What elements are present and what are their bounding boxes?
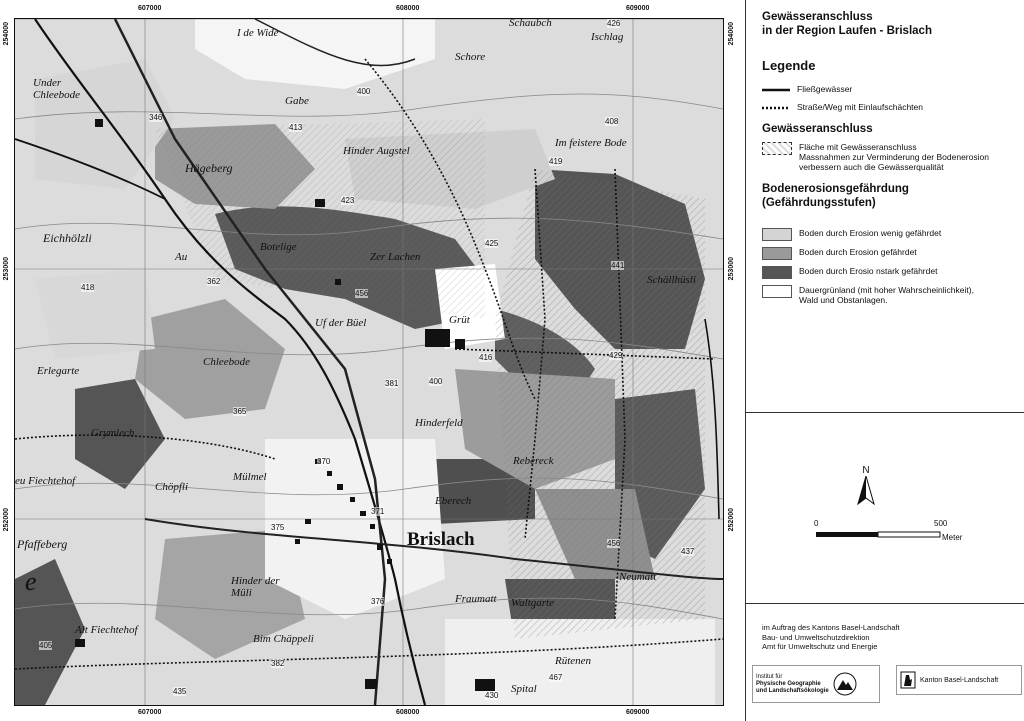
legend-item-erosion-low [762, 228, 941, 241]
elev-13: 416 [479, 353, 493, 362]
elev-24: 405 [39, 641, 53, 650]
north-arrow-icon [856, 476, 876, 506]
coord-bottom-1: 607000 [138, 709, 162, 716]
canton-label: Kanton Basel-Landschaft [920, 676, 999, 684]
place-fraumatt: Fraumatt [455, 593, 497, 605]
place-eichhoelzli: Eichhölzli [43, 231, 92, 245]
place-gabe: Gabe [285, 95, 309, 107]
coord-top-3: 609000 [626, 5, 650, 12]
divider-1 [746, 412, 1024, 413]
place-erlegarte: Erlegarte [37, 365, 80, 377]
place-rebereck: Rebereck [513, 455, 554, 467]
footer-line1: im Auftrag des Kantons Basel-Landschaft [762, 623, 900, 632]
canton-crest-icon [900, 671, 916, 689]
elev-6: 419 [549, 157, 563, 166]
canton-logo [896, 665, 1022, 695]
logo1-line2: Physische Geographie [756, 680, 821, 687]
legend-item-road [762, 102, 923, 112]
elev-2: 400 [357, 87, 371, 96]
elev-4: 346 [149, 113, 163, 122]
elev-8: 425 [485, 239, 499, 248]
coord-bottom-2: 608000 [396, 709, 420, 716]
place-choepfli: Chöpfli [155, 481, 189, 493]
water-connection-label-3: verbessern auch die Gewässerqualität [799, 162, 944, 172]
elev-28: 430 [485, 691, 499, 700]
elev-5: 408 [605, 117, 619, 126]
legend-heading: Legende [762, 58, 816, 73]
gewaesser-heading: Gewässeranschluss [762, 123, 873, 135]
place-ischlag: Ischlag [591, 31, 624, 43]
mountain-logo-icon [833, 672, 857, 696]
coord-top-1: 607000 [138, 5, 162, 12]
coord-left-2: 253000 [3, 257, 10, 281]
erosion-strong-label: Boden durch Erosio nstark gefährdet [799, 266, 938, 276]
place-e: e [25, 567, 37, 596]
erosion-low-zone-3 [35, 269, 155, 359]
place-schaubch: Schaubch [509, 18, 552, 29]
logo1-line1: Institut für [756, 673, 783, 680]
legend-item-grassland [762, 285, 974, 305]
map-canvas[interactable] [14, 18, 724, 706]
divider-2 [746, 603, 1024, 604]
elev-11: 418 [81, 283, 95, 292]
place-zer-lachen: Zer Lachen [370, 251, 421, 263]
erosion-medium-swatch [762, 247, 792, 260]
coord-right-2: 253000 [728, 257, 735, 281]
place-eberech: Eberech [435, 495, 472, 507]
legend-item-erosion-strong [762, 266, 937, 279]
footer-line3: Amt für Umweltschutz und Energie [762, 642, 878, 651]
scale-unit: Meter [942, 533, 963, 542]
elev-19: 371 [371, 507, 385, 516]
elev-26: 435 [173, 687, 187, 696]
scale-bar-graphic [816, 530, 946, 540]
elev-3: 413 [289, 123, 303, 132]
place-pfaffeberg: Pfaffeberg [17, 537, 68, 551]
elev-16: 400 [429, 377, 443, 386]
grassland-label-1: Dauergrünland (mit hoher Wahrscheinlichkeit), [799, 285, 974, 295]
place-schore: Schore [455, 51, 486, 63]
place-brislach: Brislach [407, 529, 475, 550]
map-title-line1: Gewässeranschluss [762, 11, 873, 23]
place-chleebode: Chleebode [203, 356, 251, 368]
place-grymlech: Grymlech [91, 427, 135, 439]
erosion-heading [762, 182, 909, 210]
coord-left-3: 252000 [3, 508, 10, 532]
elev-15: 381 [385, 379, 399, 388]
place-waltgarte: Waltgarte [511, 597, 554, 609]
grassland-label-2: Wald und Obstanlagen. [799, 295, 888, 305]
place-spital: Spital [511, 683, 537, 695]
elev-27: 467 [549, 673, 563, 682]
place-neumatt: Neumatt [619, 571, 657, 583]
erosion-low-swatch [762, 228, 792, 241]
place-uf-der-bueel: Uf der Büel [315, 317, 367, 329]
elev-17: 365 [233, 407, 247, 416]
elev-23: 376 [371, 597, 385, 606]
legend-item-river [762, 84, 852, 94]
coord-right-1: 254000 [728, 22, 735, 46]
elev-18: 370 [317, 457, 331, 466]
legend-item-erosion-medium [762, 247, 917, 260]
map-title-line2: in der Region Laufen - Brislach [762, 25, 932, 37]
map-title [762, 10, 932, 38]
legend-river-label: Fließgewässer [797, 84, 853, 94]
legend-panel [745, 0, 1024, 721]
coord-bottom-3: 609000 [626, 709, 650, 716]
place-muelmel: Mülmel [233, 471, 267, 483]
elev-20: 375 [271, 523, 285, 532]
place-au: Au [175, 251, 188, 263]
erosion-low-label: Boden durch Erosion wenig gefährdet [799, 228, 942, 238]
river-line-icon [762, 88, 790, 92]
erosion-heading-line2: (Gefährdungsstufen) [762, 197, 876, 209]
logo1-line3: und Landschaftsökologie [756, 687, 829, 694]
place-botelige: Botelige [260, 241, 297, 253]
elev-22: 437 [681, 547, 695, 556]
elev-10: 362 [207, 277, 221, 286]
north-label: N [862, 465, 870, 476]
footer-line2: Bau- und Umweltschutzdirektion [762, 632, 870, 642]
water-connection-label-1: Fläche mit Gewässeranschluss [799, 142, 917, 152]
coord-left-1: 254000 [3, 22, 10, 46]
elev-12: 456 [355, 289, 369, 298]
coord-top-2: 608000 [396, 5, 420, 12]
place-i-de-wide: I de Wide [237, 27, 279, 39]
place-im-feistere-bode: Im feistere Bode [555, 137, 627, 149]
place-bim-chaeppeli: Bim Chäppeli [253, 633, 314, 645]
coord-right-3: 252000 [728, 508, 735, 532]
grassland-swatch [762, 285, 792, 298]
place-hinderfeld: Hinderfeld [415, 417, 463, 429]
elev-14: 429 [609, 351, 623, 360]
place-haegeberg: Hägeberg [185, 161, 233, 175]
place-gruet: Grüt [449, 314, 470, 326]
elev-1: 426 [607, 19, 621, 28]
place-alt-fiechtehof: Alt Fiechtehof [75, 624, 138, 636]
footer-text [762, 623, 900, 652]
place-ruetenen: Rütenen [555, 655, 592, 667]
erosion-strong-swatch [762, 266, 792, 279]
place-hinder-augstel: Hinder Augstel [343, 145, 410, 157]
elev-21: 456 [607, 539, 621, 548]
place-schaellhuesli: Schällhüsli [647, 274, 696, 286]
water-connection-label-2: Massnahmen zur Verminderung der Bodenerosion [799, 152, 989, 162]
erosion-heading-line1: Bodenerosionsgefährdung [762, 183, 909, 195]
water-connection-swatch [762, 142, 792, 155]
erosion-medium-label: Boden durch Erosion gefährdet [799, 247, 917, 257]
elev-7: 423 [341, 196, 355, 205]
institute-logo [752, 665, 880, 703]
place-hinder-der-mueli: Hinder der Müli [231, 575, 280, 599]
place-under-chleebode: Under Chleebode [33, 77, 81, 101]
road-dotted-line-icon [762, 106, 790, 110]
scale-start: 0 [814, 519, 819, 528]
legend-road-label: Straße/Weg mit Einlaufschächten [797, 102, 923, 112]
place-eu-fiechtehof: eu Fiechtehof [15, 475, 76, 487]
elev-25: 382 [271, 659, 285, 668]
north-arrow [856, 465, 876, 509]
elev-9: 441 [611, 261, 625, 270]
legend-item-water-connection [762, 142, 989, 172]
scale-end: 500 [934, 519, 948, 528]
